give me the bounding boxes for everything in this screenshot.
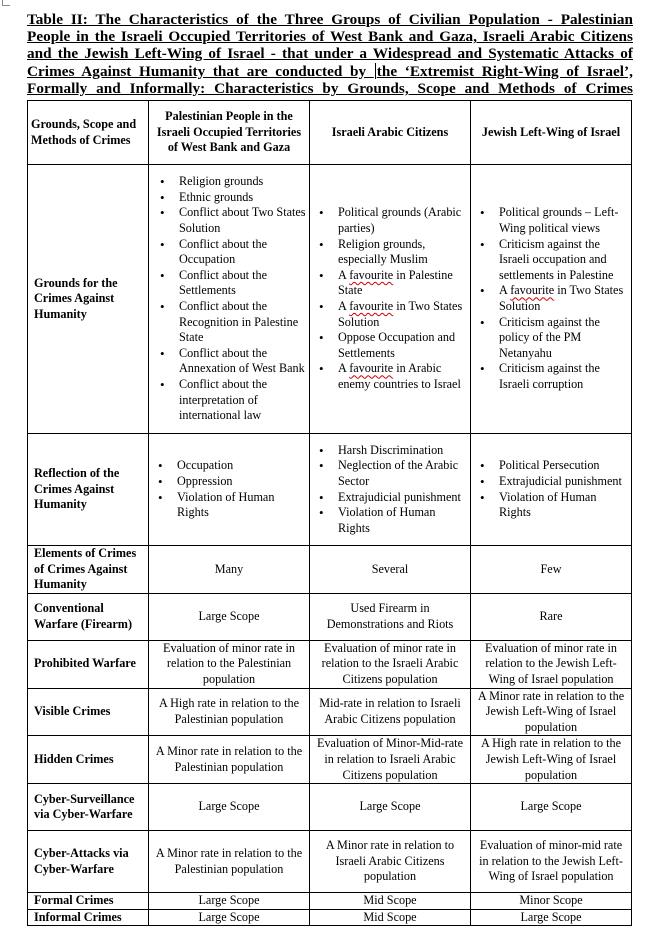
table-cell: Many <box>149 546 310 594</box>
list-item: • Religion grounds, especially Muslim <box>313 237 467 268</box>
list-item: • Conflict about the Occupation <box>152 237 306 268</box>
table-row <box>28 893 632 910</box>
reflection-arabic-list <box>313 443 467 537</box>
table-cell: A Minor rate in relation to the Palestinian population <box>149 831 310 893</box>
header-palestinian-people: Palestinian People in the Israeli Occupied Territories of West Bank and Gaza <box>149 101 310 165</box>
table-cell: A High rate in relation to the Jewish Left-Wing of Israel population <box>471 736 632 784</box>
cell-grounds-arabic <box>310 165 471 434</box>
spelling-flagged-word: favourite <box>349 299 394 313</box>
table-row <box>28 546 632 594</box>
list-item: • Violation of Human Rights <box>474 490 628 521</box>
cell-reflection-palestinian <box>149 434 310 546</box>
table-row <box>28 736 632 784</box>
table-cell: Used Firearm in Demonstrations and Riots <box>310 593 471 640</box>
table-cell: Mid-rate in relation to Israeli Arabic Citizens population <box>310 688 471 736</box>
table-cell: A Minor rate in relation to the Palestinian population <box>149 736 310 784</box>
table-cell: Mid Scope <box>310 909 471 926</box>
list-item-text: in Palestine State <box>338 267 453 298</box>
list-item: • Extrajudicial punishment <box>474 474 628 490</box>
list-item: • Conflict about Two States Solution <box>152 205 306 236</box>
grounds-palestinian-list <box>152 174 306 424</box>
caption-line-1: Table II: The Characteristics of the Three Groups of Civilian Population - Palestinian <box>27 11 633 28</box>
list-item-text: A <box>338 267 350 282</box>
table-cell: Rare <box>471 593 632 640</box>
table-row <box>28 831 632 893</box>
table-cell: Evaluation of minor-mid rate in relation to the Jewish Left-Wing of Israel population <box>471 831 632 893</box>
list-item-text: in Two States Solution <box>338 299 463 329</box>
table-cell: Mid Scope <box>310 893 471 910</box>
list-item: • Violation of Human Rights <box>313 505 467 536</box>
table-row <box>28 688 632 736</box>
list-item: • Political grounds (Arabic parties) <box>313 205 467 236</box>
reflection-palestinian-list <box>152 458 306 520</box>
row-label-cyber-surveillance: Cyber-Surveillance via Cyber-Warfare <box>28 784 149 831</box>
table-cell: A High rate in relation to the Palestinian population <box>149 688 310 736</box>
cell-reflection-jewish <box>471 434 632 546</box>
table-row <box>28 640 632 688</box>
grounds-jewish-list <box>474 205 628 392</box>
text-cursor <box>375 63 376 79</box>
table-cell: Evaluation of minor rate in relation to the Jewish Left-Wing of Israel population <box>471 640 632 688</box>
list-item: • Harsh Discrimination <box>313 443 467 459</box>
characteristics-table <box>27 100 632 926</box>
table-cell: Large Scope <box>471 909 632 926</box>
list-item: • Conflict about the interpretation of international law <box>152 377 306 424</box>
list-item <box>313 361 467 392</box>
table-cell: Large Scope <box>149 784 310 831</box>
table-cell: Evaluation of minor rate in relation to the Israeli Arabic Citizens population <box>310 640 471 688</box>
cell-grounds-jewish <box>471 165 632 434</box>
table-cell: Several <box>310 546 471 594</box>
table-cell: Large Scope <box>149 909 310 926</box>
table-row-grounds <box>28 165 632 434</box>
row-label-conventional-warfare: Conventional Warfare (Firearm) <box>28 593 149 640</box>
row-label-formal-crimes: Formal Crimes <box>28 893 149 910</box>
list-item: • Ethnic grounds <box>152 190 306 206</box>
row-label-reflection: Reflection of the Crimes Against Humanity <box>28 434 149 546</box>
row-label-visible-crimes: Visible Crimes <box>28 688 149 736</box>
row-label-prohibited-warfare: Prohibited Warfare <box>28 640 149 688</box>
table-row-reflection <box>28 434 632 546</box>
list-item-text: A <box>338 299 350 313</box>
list-item: • Conflict about the Settlements <box>152 268 306 299</box>
table-cell: Large Scope <box>149 893 310 910</box>
list-item: • Violation of Human Rights <box>152 490 306 521</box>
table-cell: Few <box>471 546 632 594</box>
list-item: • Neglection of the Arabic Sector <box>313 458 467 489</box>
list-item: • Criticism against the policy of the PM Netanyahu <box>474 315 628 362</box>
row-label-grounds: Grounds for the Crimes Against Humanity <box>28 165 149 434</box>
list-item-text: in Arabic enemy countries to Israel <box>338 361 461 391</box>
table-caption <box>27 11 633 97</box>
list-item-text: A <box>338 361 350 376</box>
list-item: • Criticism against the Israeli corruption <box>474 361 628 392</box>
list-item: • Religion grounds <box>152 174 306 190</box>
table-row <box>28 784 632 831</box>
spelling-flagged-word: favourite <box>349 267 394 282</box>
caption-line-4-start: Crimes Against Humanity that are conducted by <box>27 62 374 80</box>
paragraph-corner-mark <box>2 0 10 6</box>
table-cell: Evaluation of minor rate in relation to the Palestinian population <box>149 640 310 688</box>
list-item <box>313 299 467 330</box>
row-label-cyber-attacks: Cyber-Attacks via Cyber-Warfare <box>28 831 149 893</box>
cell-grounds-palestinian <box>149 165 310 434</box>
list-item: • Oppression <box>152 474 306 490</box>
list-item: • Occupation <box>152 458 306 474</box>
list-item: • Oppose Occupation and Settlements <box>313 330 467 361</box>
table-cell: Evaluation of Minor-Mid-rate in relation to Israeli Arabic Citizens population <box>310 736 471 784</box>
header-grounds-scope-methods: Grounds, Scope and Methods of Crimes <box>28 101 149 165</box>
caption-line-2: People in the Israeli Occupied Territories of West Bank and Gaza, Israeli Arabic Citizens <box>27 28 633 46</box>
table-cell: Large Scope <box>471 784 632 831</box>
spelling-flagged-word: favourite <box>510 283 555 298</box>
header-israeli-arabic-citizens: Israeli Arabic Citizens <box>310 101 471 165</box>
list-item: • Conflict about the Recognition in Palestine State <box>152 299 306 346</box>
list-item: • Political grounds – Left-Wing political views <box>474 205 628 236</box>
caption-line-3: and the Jewish Left-Wing of Israel - that under a Widespread and Systematic Attacks of <box>27 45 633 63</box>
list-item: • Extrajudicial punishment <box>313 490 467 506</box>
list-item: • Political Persecution <box>474 458 628 474</box>
table-row <box>28 909 632 926</box>
list-item: • Conflict about the Annexation of West Bank <box>152 346 306 377</box>
list-item <box>313 268 467 299</box>
table-cell: A Minor rate in relation to the Jewish Left-Wing of Israel population <box>471 688 632 736</box>
list-item-text: A <box>499 283 511 298</box>
row-label-informal-crimes: Informal Crimes <box>28 909 149 926</box>
header-row <box>28 101 632 165</box>
table-cell: Minor Scope <box>471 893 632 910</box>
caption-line-5: Formally and Informally: Characteristics by Grounds, Scope and Methods of Crimes <box>27 79 633 97</box>
list-item: • Criticism against the Israeli occupation and settlements in Palestine <box>474 237 628 284</box>
table-cell: A Minor rate in relation to Israeli Arabic Citizens population <box>310 831 471 893</box>
table-cell: Large Scope <box>149 593 310 640</box>
spelling-flagged-word: favourite <box>349 361 394 376</box>
row-label-hidden-crimes: Hidden Crimes <box>28 736 149 784</box>
table-cell: Large Scope <box>310 784 471 831</box>
table-row <box>28 593 632 640</box>
reflection-jewish-list <box>474 458 628 520</box>
caption-line-4 <box>27 63 633 80</box>
list-item <box>474 283 628 314</box>
cell-reflection-arabic <box>310 434 471 546</box>
caption-line-4-end: the ‘Extremist Right-Wing of Israel’, <box>376 62 633 80</box>
row-label-elements: Elements of Crimes of Crimes Against Humanity <box>28 546 149 594</box>
grounds-arabic-list <box>313 205 467 392</box>
header-jewish-left-wing: Jewish Left-Wing of Israel <box>471 101 632 165</box>
list-item-text: in Two States Solution <box>499 283 624 313</box>
